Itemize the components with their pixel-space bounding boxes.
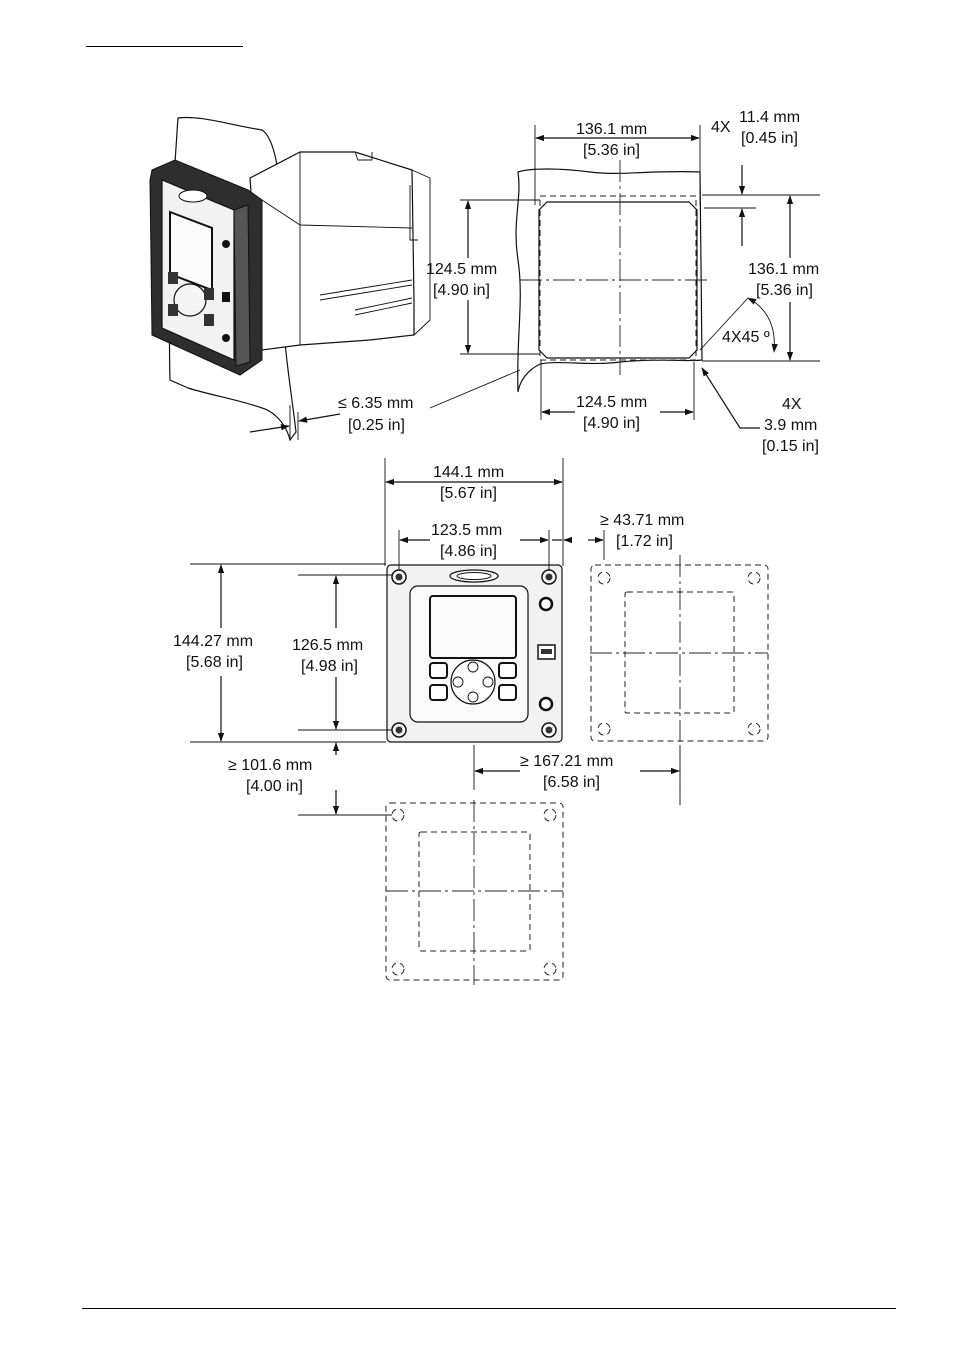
radius-mm: 3.9 mm	[764, 417, 818, 434]
side-clearance-mm: ≥ 43.71 mm	[600, 512, 685, 529]
corner-size-mm: 11.4 mm	[739, 109, 801, 126]
overall-width-mm: 144.1 mm	[433, 464, 505, 481]
pitch-in: [6.58 in]	[543, 774, 600, 791]
corner-size-in: [0.45 in]	[741, 130, 798, 147]
adjacent-unit-below	[386, 800, 563, 985]
logo-badge	[179, 190, 207, 202]
overall-height-mm: 144.27 mm	[173, 633, 254, 650]
pitch-mm: ≥ 167.21 mm	[520, 753, 614, 770]
corner-angle: 4X45 º	[722, 329, 770, 346]
cutout-outer-dashed	[540, 196, 696, 360]
front-nav-pad	[451, 660, 495, 704]
isometric-key	[168, 272, 178, 284]
radius-count: 4X	[782, 396, 802, 413]
cable-gland	[540, 598, 552, 610]
panel-height-mm: 136.1 mm	[748, 261, 820, 278]
hole-spacing-h-mm: 126.5 mm	[292, 637, 364, 654]
panel-cutout-view	[426, 109, 820, 455]
overall-height-in: [5.68 in]	[186, 654, 243, 671]
panel-width-mm: 136.1 mm	[576, 121, 648, 138]
isometric-key	[168, 304, 178, 316]
overall-width-in: [5.67 in]	[440, 485, 497, 502]
cutout-height-mm: 124.5 mm	[426, 261, 498, 278]
panel-thickness-in: [0.25 in]	[348, 417, 405, 434]
corner-count: 4X	[711, 119, 731, 136]
isometric-key	[204, 288, 214, 300]
enclosure-body	[250, 152, 414, 350]
hole-spacing-h-in: [4.98 in]	[301, 658, 358, 675]
side-clearance-in: [1.72 in]	[616, 533, 673, 550]
panel-height-in: [5.36 in]	[756, 282, 813, 299]
front-key	[430, 663, 447, 678]
cable-gland	[540, 698, 552, 710]
isometric-key	[204, 314, 214, 326]
panel-thickness-mm: ≤ 6.35 mm	[338, 395, 414, 412]
cutout-height-in: [4.90 in]	[433, 282, 490, 299]
bottom-clearance-mm: ≥ 101.6 mm	[228, 757, 313, 774]
isometric-nav-pad	[174, 284, 206, 316]
isometric-port	[222, 334, 230, 342]
front-key	[499, 685, 516, 700]
hole-spacing-w-mm: 123.5 mm	[431, 522, 503, 539]
radius-in: [0.15 in]	[762, 438, 819, 455]
isometric-port	[222, 240, 230, 248]
hole-spacing-w-in: [4.86 in]	[440, 543, 497, 560]
panel-width-in: [5.36 in]	[583, 142, 640, 159]
front-key	[499, 663, 516, 678]
controller-isometric-view	[150, 117, 430, 440]
front-display	[430, 596, 516, 658]
footer-rule	[82, 1308, 896, 1309]
isometric-port	[222, 292, 230, 302]
controller-front-view	[387, 565, 562, 742]
adjacent-unit-right	[590, 555, 768, 805]
front-key	[430, 685, 447, 700]
cutout-width-in: [4.90 in]	[583, 415, 640, 432]
cutout-width-mm: 124.5 mm	[576, 394, 648, 411]
bottom-clearance-in: [4.00 in]	[246, 778, 303, 795]
